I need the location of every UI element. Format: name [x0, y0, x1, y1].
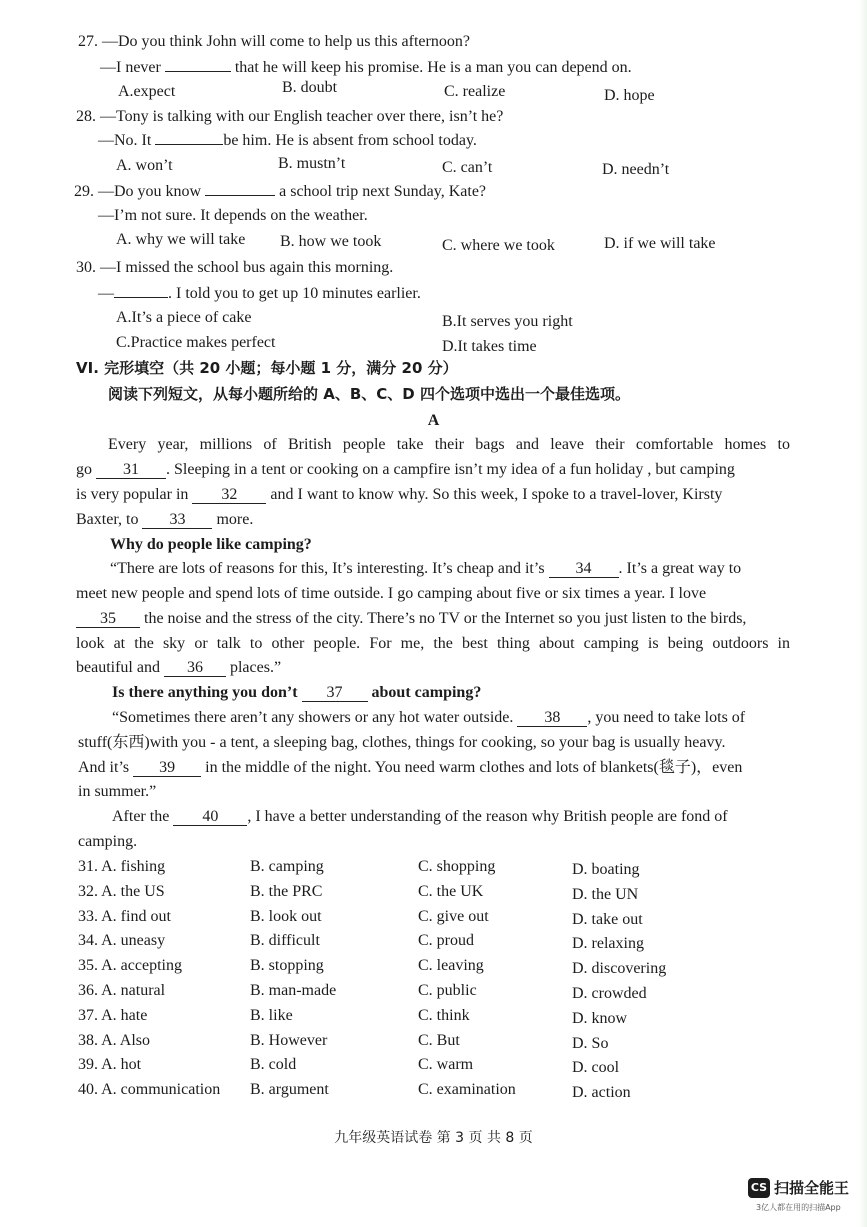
q28-line1: 28. —Tony is talking with our English teacher over there, isn’t he?: [76, 108, 504, 125]
passage-line: look at the sky or talk to other people. For me, the best thing about camping is being outdoors in: [76, 635, 790, 652]
q29-option-d: D. if we will take: [604, 235, 716, 252]
option-32-c: C. the UK: [418, 883, 484, 900]
passage-line: stuff(东西)with you - a tent, a sleeping bag, clothes, things for cooking, so your bag is usually heavy.: [78, 734, 726, 751]
blank-35[interactable]: 35: [76, 610, 140, 628]
option-39-c: C. warm: [418, 1056, 474, 1073]
blank-31[interactable]: 31: [96, 461, 166, 479]
blank-36[interactable]: 36: [164, 659, 226, 677]
option-38-b: B. However: [250, 1032, 328, 1049]
q27-option-a: A.expect: [118, 83, 176, 100]
option-39-d: D. cool: [572, 1059, 620, 1076]
option-34-d: D. relaxing: [572, 935, 644, 952]
option-31-b: B. camping: [250, 858, 324, 875]
q30-option-a: A.It’s a piece of cake: [116, 309, 252, 326]
passage-line: “There are lots of reasons for this, It’s interesting. It’s cheap and it’s 34 . It’s a great way to: [110, 560, 742, 577]
option-35-c: C. leaving: [418, 957, 484, 974]
option-35-b: B. stopping: [250, 957, 324, 974]
option-38-c: C. But: [418, 1032, 460, 1049]
option-33-c: C. give out: [418, 908, 489, 925]
option-36-a: 36. A. natural: [78, 982, 166, 999]
answer-blank[interactable]: [114, 297, 168, 298]
option-36-c: C. public: [418, 982, 477, 999]
passage-line: in summer.”: [78, 783, 157, 800]
option-40-b: B. argument: [250, 1081, 329, 1098]
option-38-d: D. So: [572, 1035, 609, 1052]
passage-line: Every year, millions of British people take their bags and leave their comfortable homes to: [108, 436, 790, 453]
passage-line: “Sometimes there aren’t any showers or any hot water outside. 38 , you need to take lots of: [112, 709, 746, 726]
option-40-a: 40. A. communication: [78, 1081, 221, 1098]
q29-line1: 29. —Do you know a school trip next Sunday, Kate?: [74, 183, 487, 200]
option-36-d: D. crowded: [572, 985, 647, 1002]
option-34-a: 34. A. uneasy: [78, 932, 166, 949]
subheading-dont-like: Is there anything you don’t 37 about camping?: [112, 684, 482, 701]
option-34-b: B. difficult: [250, 932, 320, 949]
option-33-a: 33. A. find out: [78, 908, 171, 925]
option-32-b: B. the PRC: [250, 883, 323, 900]
option-31-a: 31. A. fishing: [78, 858, 166, 875]
q29-option-a: A. why we will take: [116, 231, 246, 248]
q30-line1: 30. —I missed the school bus again this morning.: [76, 259, 394, 276]
option-31-c: C. shopping: [418, 858, 496, 875]
q27-line2: —I never that he will keep his promise. He is a man you can depend on.: [100, 59, 632, 76]
q27-option-d: D. hope: [604, 87, 655, 104]
blank-40[interactable]: 40: [173, 808, 247, 826]
cs-badge-icon: CS: [748, 1178, 770, 1198]
option-39-b: B. cold: [250, 1056, 297, 1073]
answer-blank[interactable]: [165, 71, 231, 72]
option-39-a: 39. A. hot: [78, 1056, 142, 1073]
passage-line: beautiful and 36 places.”: [76, 659, 282, 676]
passage-line: is very popular in 32 and I want to know why. So this week, I spoke to a travel-lover, Kirsty: [76, 486, 723, 503]
blank-38[interactable]: 38: [517, 709, 587, 727]
passage-line: Baxter, to 33 more.: [76, 511, 254, 528]
section-instruction: 阅读下列短文，从每小题所给的 A、B、C、D 四个选项中选出一个最佳选项。: [108, 385, 630, 403]
logo-name: 扫描全能王: [774, 1179, 850, 1197]
answer-blank[interactable]: [205, 195, 275, 196]
q29-option-c: C. where we took: [442, 237, 555, 254]
page-footer: 九年级英语试卷 第 3 页 共 8 页: [334, 1130, 533, 1146]
option-36-b: B. man-made: [250, 982, 337, 999]
passage-line: 35 the noise and the stress of the city. There’s no TV or the Internet so you just listen to the birds,: [76, 609, 746, 629]
option-40-d: D. action: [572, 1084, 631, 1101]
q27-option-c: C. realize: [444, 83, 506, 100]
blank-37[interactable]: 37: [302, 684, 368, 702]
passage-line: camping.: [78, 833, 138, 850]
option-37-c: C. think: [418, 1007, 470, 1024]
blank-33[interactable]: 33: [142, 511, 212, 529]
passage-label: A: [427, 412, 440, 429]
option-33-b: B. look out: [250, 908, 322, 925]
blank-32[interactable]: 32: [192, 486, 266, 504]
option-37-d: D. know: [572, 1010, 628, 1027]
option-35-a: 35. A. accepting: [78, 957, 182, 974]
subheading-why-camping: Why do people like camping?: [110, 536, 312, 553]
passage-line: meet new people and spend lots of time outside. I go camping about five or six times a year. I love: [76, 585, 707, 602]
q30-line2: — . I told you to get up 10 minutes earlier.: [98, 285, 421, 302]
q27-line1: 27. —Do you think John will come to help us this afternoon?: [78, 33, 470, 50]
option-32-d: D. the UN: [572, 886, 639, 903]
q29-line2: —I’m not sure. It depends on the weather.: [98, 207, 368, 224]
camscanner-logo: [748, 1178, 858, 1224]
q28-option-a: A. won’t: [116, 157, 173, 174]
q28-option-b: B. mustn’t: [278, 155, 346, 172]
q29-option-b: B. how we took: [280, 233, 382, 250]
blank-34[interactable]: 34: [549, 560, 619, 578]
passage-line: go 31 . Sleeping in a tent or cooking on a campfire isn’t my idea of a fun holiday , but camping: [76, 461, 735, 478]
scan-edge: [859, 0, 867, 1227]
option-37-a: 37. A. hate: [78, 1007, 148, 1024]
q30-option-b: B.It serves you right: [442, 313, 573, 330]
logo-subtitle: 3亿人都在用的扫描App: [756, 1203, 841, 1212]
passage-line: And it’s 39 in the middle of the night. You need warm clothes and lots of blankets(毯子)，even: [78, 759, 743, 776]
option-37-b: B. like: [250, 1007, 293, 1024]
q30-option-c: C.Practice makes perfect: [116, 334, 276, 351]
q28-line2: —No. It be him. He is absent from school today.: [98, 132, 477, 149]
option-33-d: D. take out: [572, 911, 643, 928]
q30-option-d: D.It takes time: [442, 338, 537, 355]
q28-option-c: C. can’t: [442, 159, 493, 176]
option-38-a: 38. A. Also: [78, 1032, 151, 1049]
answer-blank[interactable]: [155, 144, 223, 145]
option-34-c: C. proud: [418, 932, 474, 949]
blank-39[interactable]: 39: [133, 759, 201, 777]
option-31-d: D. boating: [572, 861, 640, 878]
option-40-c: C. examination: [418, 1081, 516, 1098]
section-title: VI. 完形填空（共 20 小题；每小题 1 分，满分 20 分）: [76, 359, 458, 377]
option-35-d: D. discovering: [572, 960, 667, 977]
q28-option-d: D. needn’t: [602, 161, 670, 178]
option-32-a: 32. A. the US: [78, 883, 165, 900]
passage-line: After the 40 , I have a better understanding of the reason why British people are fond of: [112, 808, 728, 825]
q27-option-b: B. doubt: [282, 79, 338, 96]
